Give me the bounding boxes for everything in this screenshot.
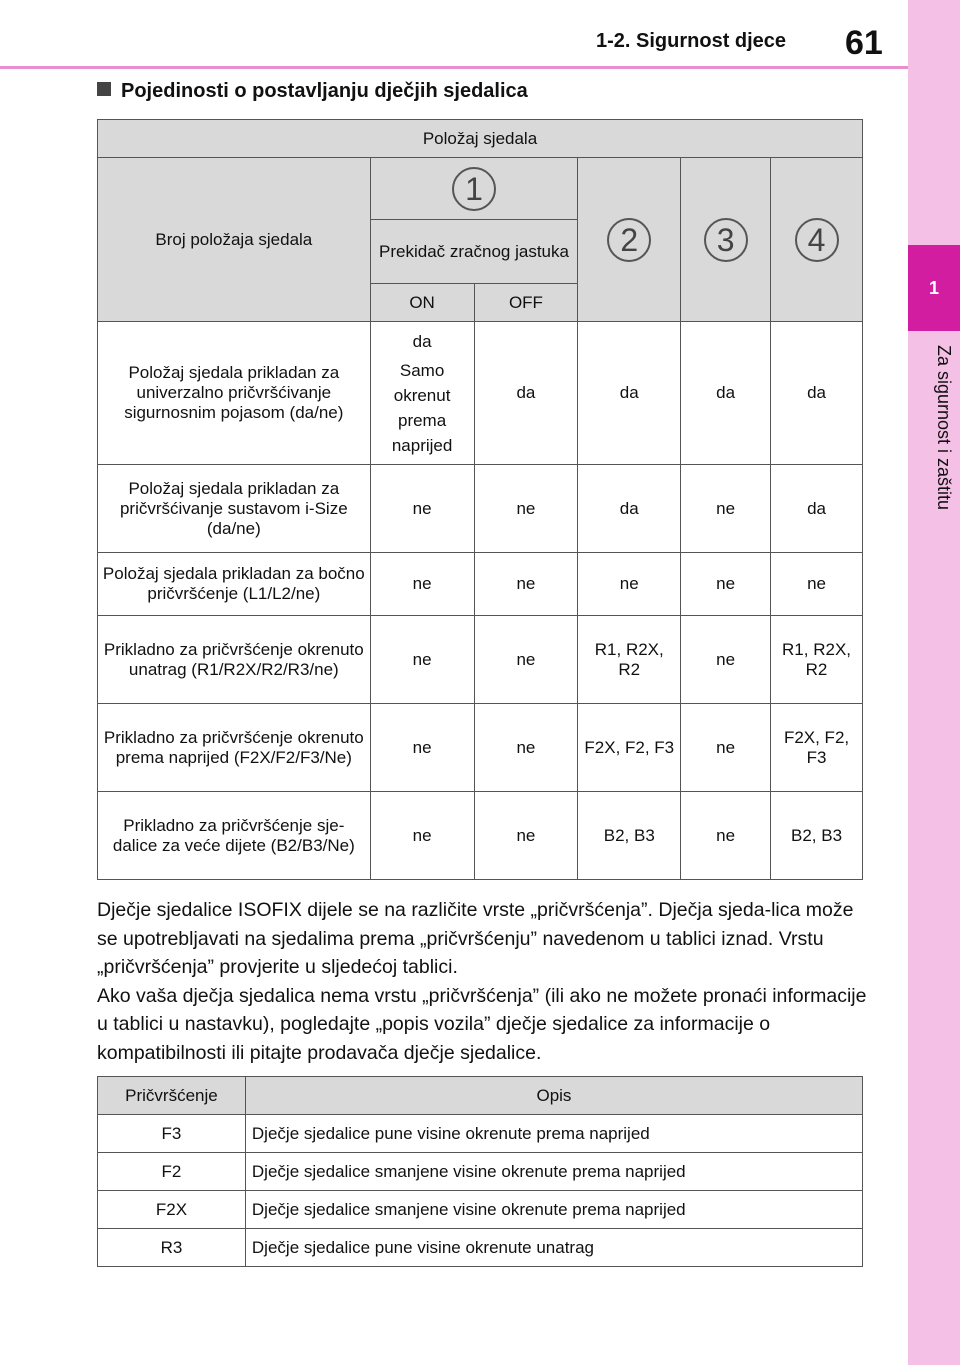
seat-number-1-icon: 1 [452,167,496,211]
paragraph-1: Dječje sjedalice ISOFIX dijele se na različite vrste „pričvršćenja”. Dječja sjeda-lica može se upotrebljavati na sjedalima prema „pričvršćenju” navedenom u tablici iznad. Vrstu „pričvršćenja” provjerite u sljedećoj tablici. [97,899,854,978]
cell-seat3: ne [681,704,771,792]
cell-seat2: da [578,322,681,465]
table-row [98,704,863,792]
seat-3-header [681,158,771,322]
body-text [97,896,867,1067]
bullet-square-icon [97,82,111,96]
airbag-off-header: OFF [474,284,578,322]
section-heading [97,80,528,103]
section-heading-text: Pojedinosti o postavljanju dječjih sjedalica [121,80,528,102]
cell-seat3: ne [681,616,771,704]
fixture-description: Dječje sjedalice smanjene visine okrenute prema naprijed [245,1153,862,1191]
cell-seat4: B2, B3 [771,792,863,880]
fixture-code: F2 [98,1153,246,1191]
seat-4-header [771,158,863,322]
fixture-code: F2X [98,1191,246,1229]
table-row [98,616,863,704]
fixture-description: Dječje sjedalice smanjene visine okrenute prema naprijed [245,1191,862,1229]
cell-seat3: da [681,322,771,465]
fixture-description: Dječje sjedalice pune visine okrenute prema naprijed [245,1115,862,1153]
cell-on [370,322,474,465]
cell-seat2: F2X, F2, F3 [578,704,681,792]
row-label: Prikladno za pričvršćenje okrenuto unatrag (R1/R2X/R2/R3/ne) [98,616,371,704]
row-label: Položaj sjedala prikladan za pričvršćivanje sustavom i-Size (da/ne) [98,465,371,553]
row-label: Položaj sjedala prikladan za bočno pričvršćenje (L1/L2/ne) [98,553,371,616]
section-title: 1-2. Sigurnost djece [596,30,787,52]
header-rule [0,66,908,69]
table-row [98,1115,863,1153]
row-label: Položaj sjedala prikladan za univerzalno pričvršćivanje sigurnosnim pojasom (da/ne) [98,322,371,465]
airbag-switch-header: Prekidač zračnog jastuka [370,220,578,284]
description-col-header: Opis [245,1077,862,1115]
cell-off: da [474,322,578,465]
cell-seat4: F2X, F2, F3 [771,704,863,792]
seat-number-2-icon: 2 [607,218,651,262]
cell-on: ne [370,553,474,616]
cell-on: ne [370,704,474,792]
cell-off: ne [474,553,578,616]
cell-on: ne [370,465,474,553]
table-row [98,465,863,553]
chapter-number: 1 [908,245,960,331]
row-label: Prikladno za pričvršćenje sje-dalice za veće dijete (B2/B3/Ne) [98,792,371,880]
table-row [98,553,863,616]
cell-seat2: ne [578,553,681,616]
paragraph-2: Ako vaša dječja sjedalica nema vrstu „pričvršćenja” (ili ako ne možete pronaći informacije u tablici u nastavku), pogledajte „popis vozila” dječje sjedalice za informacije o kompatibilnosti ili pitajte prodavača dječje sjedalice. [97,984,867,1064]
table-row [98,1191,863,1229]
cell-seat2: R1, R2X, R2 [578,616,681,704]
fixture-code: F3 [98,1115,246,1153]
seat-number-4-icon: 4 [795,218,839,262]
fixture-col-header: Pričvršćenje [98,1077,246,1115]
seat-position-table [97,119,863,880]
cell-seat3: ne [681,792,771,880]
table-row [98,322,863,465]
table-row [98,1153,863,1191]
cell-on-line2: Samo okrenut prema naprijed [391,360,453,455]
cell-on-line1: da [412,331,432,351]
cell-on: ne [370,616,474,704]
cell-seat2: B2, B3 [578,792,681,880]
seat-2-header [578,158,681,322]
row-label: Prikladno za pričvršćenje okrenuto prema naprijed (F2X/F2/F3/Ne) [98,704,371,792]
row-label-header: Broj položaja sjedala [98,158,371,322]
cell-seat4: da [771,322,863,465]
cell-seat4: da [771,465,863,553]
page-number: 61 [845,24,883,62]
table-row [98,792,863,880]
fixture-description: Dječje sjedalice pune visine okrenute unatrag [245,1229,862,1267]
chapter-side-tab [908,0,960,1365]
fixture-table [97,1076,863,1267]
cell-off: ne [474,792,578,880]
seat-1-header [370,158,578,220]
cell-on: ne [370,792,474,880]
table-row [98,1229,863,1267]
cell-seat3: ne [681,553,771,616]
cell-seat4: ne [771,553,863,616]
airbag-on-header: ON [370,284,474,322]
chapter-title: Za sigurnost i zaštitu [934,345,954,511]
table-header-seat-position: Položaj sjedala [98,120,863,158]
cell-off: ne [474,616,578,704]
cell-seat3: ne [681,465,771,553]
seat-number-3-icon: 3 [704,218,748,262]
cell-off: ne [474,465,578,553]
cell-off: ne [474,704,578,792]
fixture-code: R3 [98,1229,246,1267]
cell-seat4: R1, R2X, R2 [771,616,863,704]
cell-seat2: da [578,465,681,553]
